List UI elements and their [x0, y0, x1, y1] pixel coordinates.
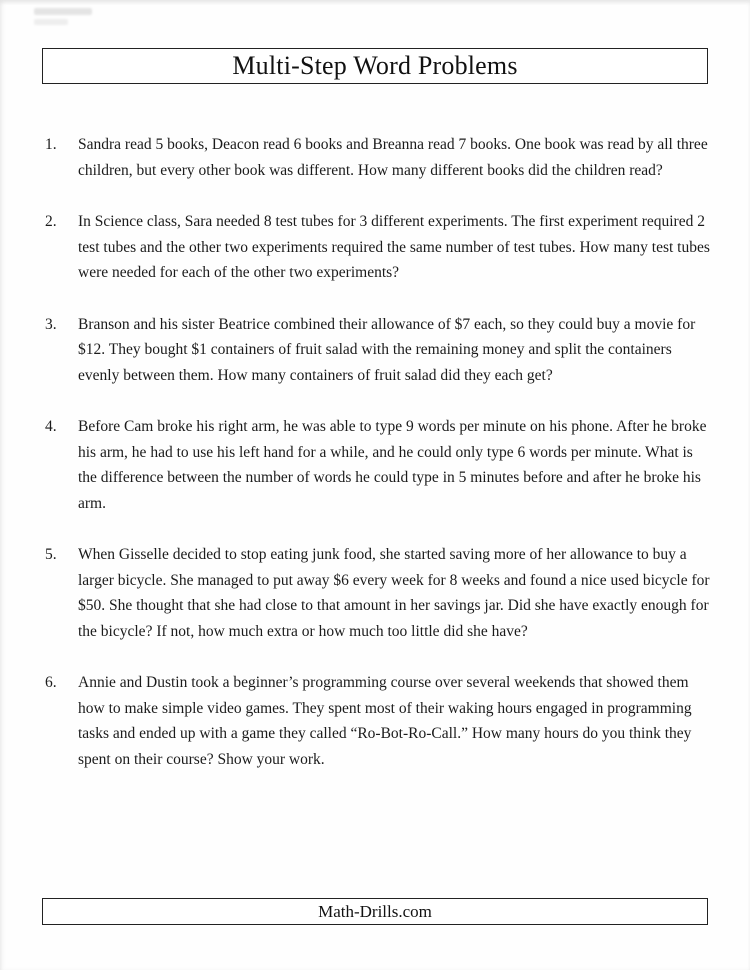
scan-artifact — [34, 8, 92, 15]
problem-number: 3. — [45, 315, 57, 333]
problem-number: 6. — [45, 674, 57, 691]
problem-item-2 — [45, 209, 712, 286]
problem-text: Sandra read 5 books, Deacon read 6 books and Breanna read 7 books. One book was read by all three children, but every other book was different. How many different books did the children read? — [78, 136, 708, 179]
problem-text: Before Cam broke his right arm, he was able to type 9 words per minute on his phone. After he broke his arm, he had to use his left hand for a while, and he could only type 6 words per minute. What is the difference between the number of words he could type in 5 minutes before and after he broke his arm. — [78, 418, 707, 512]
problem-number: 1. — [45, 136, 57, 153]
problem-text: Annie and Dustin took a beginner’s programming course over several weekends that showed them how to make simple video games. They spent most of their waking hours engaged in programming tasks and ended up with a game they called “Ro-Bot-Ro-Call.” How many hours do you think they spent on their course? Show your work. — [78, 674, 692, 768]
page-title: Multi-Step Word Problems — [232, 51, 518, 80]
problem-item-5 — [45, 542, 712, 644]
problem-item-4 — [45, 414, 712, 516]
title-box — [42, 48, 708, 84]
problem-text: Branson and his sister Beatrice combined their allowance of $7 each, so they could buy a movie for $12. They bought $1 containers of fruit salad with the remaining money and split the containers evenly between them. How many containers of fruit salad did they each get? — [78, 315, 696, 384]
problem-item-6 — [45, 670, 712, 772]
scan-artifact — [34, 19, 68, 25]
problem-number: 2. — [45, 213, 57, 230]
problem-item-3 — [45, 312, 712, 389]
problem-list — [0, 132, 750, 798]
footer-box — [42, 898, 708, 925]
footer-site-name: Math-Drills.com — [318, 901, 432, 921]
problem-number: 5. — [45, 546, 57, 563]
problem-text: When Gisselle decided to stop eating junk food, she started saving more of her allowance to buy a larger bicycle. She managed to put away $6 every week for 8 weeks and found a nice used bicycle for $50. She thought that she had close to that amount in her savings jar. Did she have exactly enough for the bicycle? If not, how much extra or how much too little did she have? — [78, 546, 710, 640]
problem-item-1 — [45, 132, 712, 183]
problem-number: 4. — [45, 418, 57, 435]
problem-text: In Science class, Sara needed 8 test tubes for 3 different experiments. The first experiment required 2 test tubes and the other two experiments required the same number of test tubes. How many test tubes were needed for each of the other two experiments? — [78, 213, 710, 281]
